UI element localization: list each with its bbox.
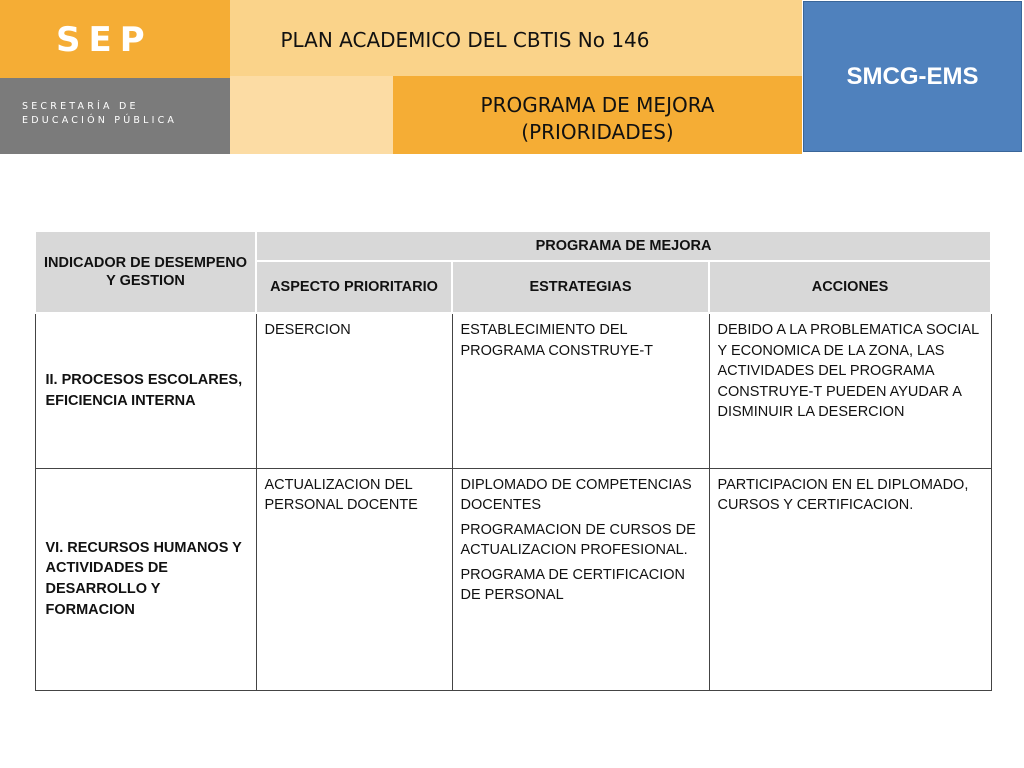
program-table — [34, 230, 992, 691]
cell-aspecto: DESERCION — [256, 313, 452, 468]
header-aspecto: ASPECTO PRIORITARIO — [256, 261, 452, 313]
sep-subtitle-line2: EDUCACIÓN PÚBLICA — [22, 115, 178, 126]
estrategia-item: DIPLOMADO DE COMPETENCIAS DOCENTES — [460, 476, 692, 514]
cell-indicador: VI. RECURSOS HUMANOS Y ACTIVIDADES DE DESARROLLO Y FORMACION — [35, 468, 256, 690]
subtitle-line1: PROGRAMA DE MEJORA — [480, 93, 715, 117]
header-indicador: INDICADOR DE DESEMPENO Y GESTION — [35, 231, 256, 313]
cell-indicador: II. PROCESOS ESCOLARES, EFICIENCIA INTERNA — [35, 313, 256, 468]
table-row — [35, 468, 991, 690]
estrategia-item: PROGRAMA DE CERTIFICACION DE PERSONAL — [460, 566, 686, 604]
header-estrategias: ESTRATEGIAS — [452, 261, 709, 313]
cell-aspecto: ACTUALIZACION DEL PERSONAL DOCENTE — [256, 468, 452, 690]
estrategia-item: PROGRAMACION DE CURSOS DE ACTUALIZACION PROFESIONAL. — [460, 521, 696, 559]
title-band-lower — [230, 76, 393, 154]
cell-estrategias — [452, 468, 709, 690]
header-programa: PROGRAMA DE MEJORA — [256, 231, 991, 261]
table-row — [35, 313, 991, 468]
page-subtitle — [393, 92, 802, 146]
smcg-badge — [803, 1, 1022, 152]
sep-logo-panel — [0, 0, 230, 78]
page-title: PLAN ACADEMICO DEL CBTIS No 146 — [280, 28, 650, 52]
cell-acciones: DEBIDO A LA PROBLEMATICA SOCIAL Y ECONOMICA DE LA ZONA, LAS ACTIVIDADES DEL PROGRAMA CONSTRUYE-T PUEDEN AYUDAR A DISMINUIR LA DESERCION — [709, 313, 991, 468]
estrategia-item: ESTABLECIMIENTO DEL PROGRAMA CONSTRUYE-T — [460, 322, 654, 359]
subtitle-line2: (PRIORIDADES) — [521, 120, 674, 144]
cell-estrategias — [452, 313, 709, 468]
smcg-badge-label: SMCG-EMS — [846, 62, 979, 90]
sep-subtitle-line1: SECRETARÍA DE — [22, 101, 139, 112]
header-acciones: ACCIONES — [709, 261, 991, 313]
cell-acciones: PARTICIPACION EN EL DIPLOMADO, CURSOS Y CERTIFICACION. — [709, 468, 991, 690]
sep-logo-text: SEP — [56, 20, 153, 60]
